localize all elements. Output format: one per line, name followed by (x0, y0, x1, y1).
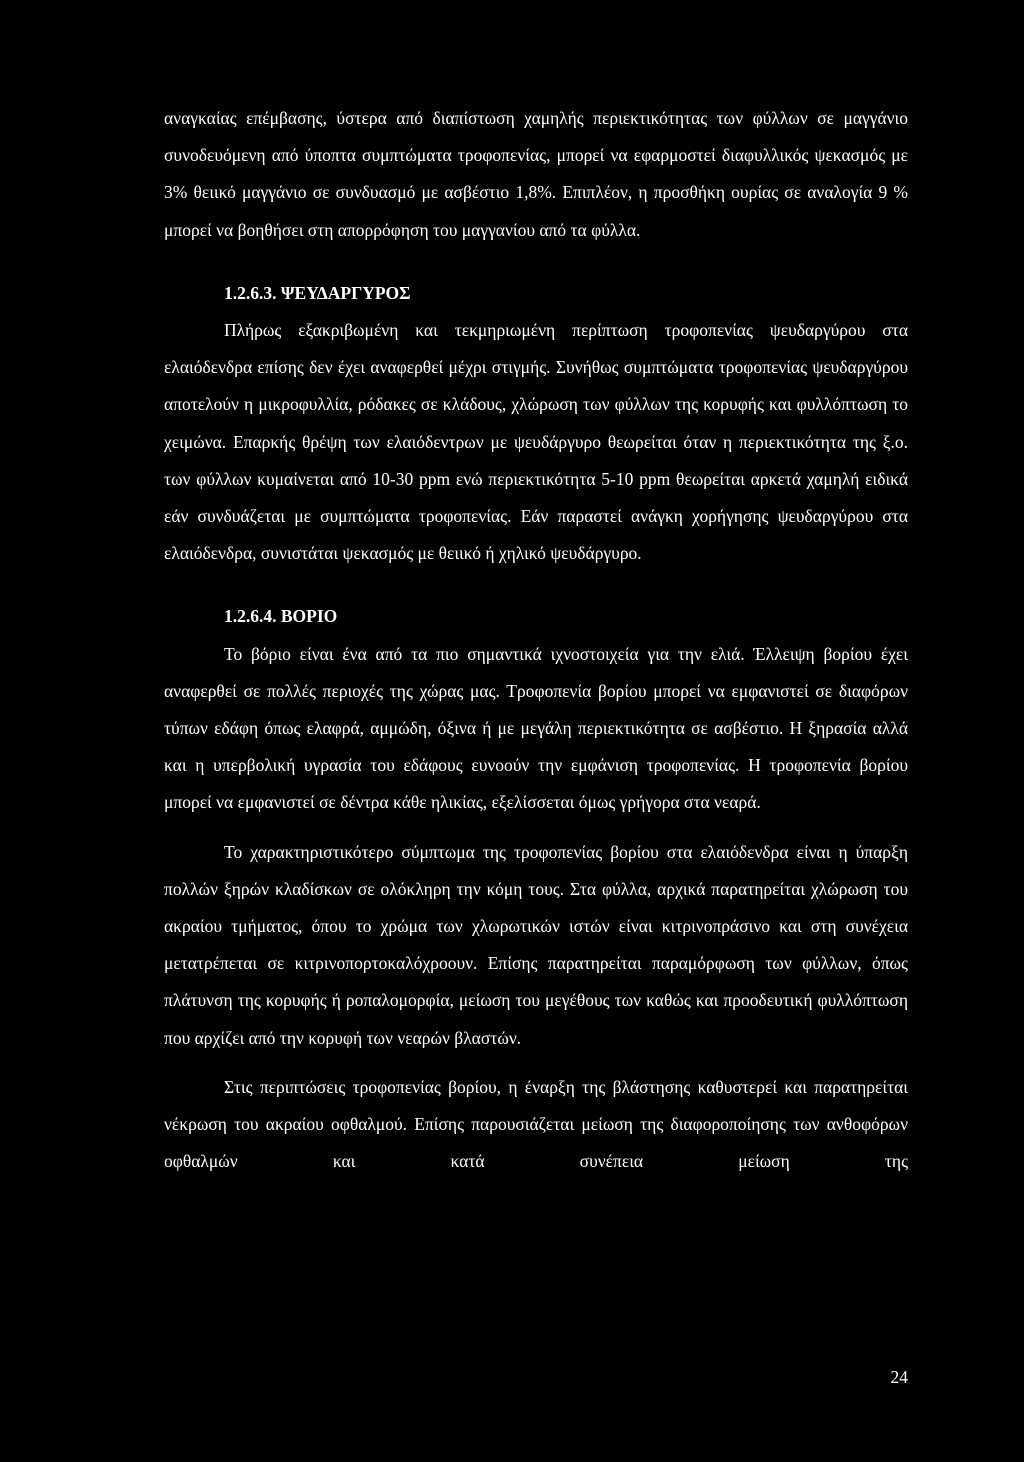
boron-paragraph-1: Το βόριο είναι ένα από τα πιο σημαντικά ιχνοστοιχεία για την ελιά. Έλλειψη βορίου έχει αναφερθεί σε πολλές περιοχές της χώρας μας. Τροφοπενία βορίου μπορεί να εμφανιστεί σε διαφόρων τύπων εδάφη όπως ελαφρά, αμμώδη, όξινα ή με μεγάλη περιεκτικότητα σε ασβέστιο. Η ξηρασία αλλά και η υπερβολική υγρασία του εδάφους ευνοούν την εμφάνιση τροφοπενίας. Η τροφοπενία βορίου μπορεί να εμφανιστεί σε δέντρα κάθε ηλικίας, εξελίσσεται όμως γρήγορα στα νεαρά. (164, 643, 908, 813)
page-number: 24 (890, 1367, 908, 1387)
boron-paragraph-3: Στις περιπτώσεις τροφοπενίας βορίου, η έναρξη της βλάστησης καθυστερεί και παρατηρείται νέκρωση του ακραίου οφθαλμού. Επίσης παρουσιάζεται μείωση της διαφοροποίησης των ανθοφόρων οφθαλμών και κατά συνέπεια μείωση της (164, 1076, 908, 1172)
section-heading-boron: 1.2.6.4. ΒΟΡΙΟ (224, 606, 338, 627)
boron-paragraph-2: Το χαρακτηριστικότερο σύμπτωμα της τροφοπενίας βορίου στα ελαιόδενδρα είναι η ύπαρξη πολλών ξηρών κλαδίσκων σε ολόκληρη την κόμη τους. Στα φύλλα, αρχικά παρατηρείται χλώρωση του ακραίου τμήματος, όπου το χρώμα των χλωρωτικών ιστών είναι κιτρινοπράσινο και στη συνέχεια μετατρέπεται σε κιτρινοπορτοκαλόχροουν. Επίσης παρατηρείται παραμόρφωση των φύλλων, όπως πλάτυνση της κορυφής ή ροπαλομορφία, μείωση του μεγέθους των καθώς και προοδευτική φυλλόπτωση που αρχίζει από την κορυφή των νεαρών βλαστών. (164, 841, 908, 1048)
zinc-paragraph: Πλήρως εξακριβωμένη και τεκμηριωμένη περίπτωση τροφοπενίας ψευδαργύρου στα ελαιόδενδρα επίσης δεν έχει αναφερθεί μέχρι στιγμής. Συνήθως συμπτώματα τροφοπενίας ψευδαργύρου αποτελούν η μικροφυλλία, ρόδακες σε κλάδους, χλώρωση των φύλλων της κορυφής και φυλλόπτωση το χειμώνα. Επαρκής θρέψη των ελαιόδεντρων με ψευδάργυρο θεωρείται όταν η περιεκτικότητα της ξ.ο. των φύλλων κυμαίνεται από 10-30 ppm ενώ περιεκτικότητα 5-10 ppm θεωρείται αρκετά χαμηλή ειδικά εάν συνδυάζεται με συμπτώματα τροφοπενίας. Εάν παραστεί ανάγκη χορήγησης ψευδαργύρου στα ελαιόδενδρα, συνιστάται ψεκασμός με θειικό ή χηλικό ψευδάργυρο. (164, 320, 908, 564)
document-body (164, 100, 908, 1180)
intro-paragraph: αναγκαίας επέμβασης, ύστερα από διαπίστωση χαμηλής περιεκτικότητας των φύλλων σε μαγγάνιο συνοδευόμενη από ύποπτα συμπτώματα τροφοπενίας, μπορεί να εφαρμοστεί διαφυλλικός ψεκασμός με 3% θειικό μαγγάνιο σε συνδυασμό με ασβέστιο 1,8%. Επιπλέον, η προσθήκη ουρίας σε αναλογία 9 % μπορεί να βοηθήσει στη απορρόφηση του μαγγανίου από τα φύλλα. (164, 108, 908, 240)
section-heading-zinc: 1.2.6.3. ΨΕΥΔΑΡΓΥΡΟΣ (224, 282, 411, 303)
